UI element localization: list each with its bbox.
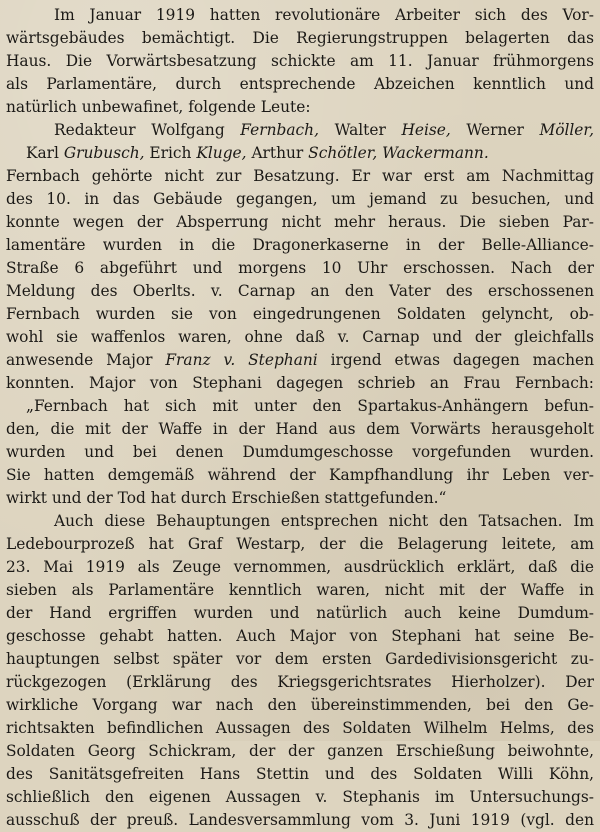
text-run: Werner <box>450 121 540 139</box>
text-run: irgend etwas dagegen machen <box>317 351 594 369</box>
text-run: konnte wegen der Absperrung nicht mehr heraus. Die sieben Par- <box>6 213 594 231</box>
italic-name: Möller, <box>539 121 594 139</box>
text-run: Meldung des Oberlts. v. Carnap an den Vater des erschossenen <box>6 282 594 300</box>
text-run: Straße 6 abgeführt und morgens 10 Uhr erschossen. Nach der <box>6 259 594 277</box>
text-run: wirkt und der Tod hat durch Erschießen stattgefunden.“ <box>6 489 447 507</box>
text-run: Redakteur Wolfgang <box>54 121 241 139</box>
text-line <box>6 510 594 533</box>
text-line <box>6 763 594 786</box>
text-line <box>6 257 594 280</box>
text-line <box>6 533 594 556</box>
text-line <box>6 694 594 717</box>
italic-name: Franz v. Stephani <box>165 351 318 369</box>
text-line <box>6 441 594 464</box>
text-run: Soldaten Georg Schickram, der der ganzen Erschießung beiwohnte, <box>6 742 594 760</box>
italic-name: Schötler, Wackermann. <box>308 144 489 162</box>
text-run: sieben als Parlamentäre kenntlich waren, nicht mit der Waffe in <box>6 581 594 599</box>
text-line <box>6 487 594 510</box>
text-run: wurden und bei denen Dumdumgeschosse vorgefunden wurden. <box>6 443 594 461</box>
text-line <box>6 4 594 27</box>
text-line <box>6 717 594 740</box>
text-run: konnten. Major von Stephani dagegen schrieb an Frau Fernbach: <box>6 374 594 392</box>
text-run: Karl <box>26 144 64 162</box>
text-run: anwesende Major <box>6 351 166 369</box>
text-run: 23. Mai 1919 als Zeuge vernommen, ausdrücklich erklärt, daß die <box>6 558 594 576</box>
text-line <box>6 579 594 602</box>
italic-name: Grubusch, <box>63 144 145 162</box>
text-line <box>6 73 594 96</box>
text-line <box>6 188 594 211</box>
text-line <box>6 142 594 165</box>
text-run: Auch diese Behauptungen entsprechen nicht den Tatsachen. Im <box>54 512 594 530</box>
text-run: den, die mit der Waffe in der Hand aus dem Vorwärts herausgeholt <box>6 420 594 438</box>
text-run: Fernbach gehörte nicht zur Besatzung. Er war erst am Nachmittag <box>6 167 594 185</box>
text-line <box>6 602 594 625</box>
text-line <box>6 418 594 441</box>
text-line <box>6 119 594 142</box>
text-run: des 10. in das Gebäude gegangen, um jemand zu besuchen, und <box>6 190 594 208</box>
text-run: als Parlamentäre, durch entsprechende Abzeichen kenntlich und <box>6 75 594 93</box>
text-body <box>6 4 594 832</box>
text-line <box>6 96 594 119</box>
text-line <box>6 326 594 349</box>
text-line <box>6 50 594 73</box>
text-line <box>6 165 594 188</box>
text-run: wohl sie waffenlos waren, ohne daß v. Carnap und der gleichfalls <box>6 328 594 346</box>
text-line <box>6 372 594 395</box>
text-run: Erich <box>144 144 197 162</box>
text-line <box>6 671 594 694</box>
text-run: Sie hatten demgemäß während der Kampfhandlung ihr Leben ver- <box>6 466 594 484</box>
text-run: wärtsgebäudes bemächtigt. Die Regierungstruppen belagerten das <box>6 29 594 47</box>
italic-name: Kluge, <box>196 144 247 162</box>
text-run: wirkliche Vorgang war nach den übereinstimmenden, bei den Ge- <box>6 696 594 714</box>
text-run: hauptungen selbst später vor dem ersten Gardedivisionsgericht zu- <box>6 650 594 668</box>
text-line <box>6 625 594 648</box>
text-run: natürlich unbewafinet, folgende Leute: <box>6 98 311 116</box>
text-line <box>6 27 594 50</box>
text-run: lamentäre wurden in die Dragonerkaserne in der Belle-Alliance- <box>6 236 594 254</box>
italic-name: Heise, <box>401 121 451 139</box>
text-line <box>6 395 594 418</box>
text-run: Im Januar 1919 hatten revolutionäre Arbeiter sich des Vor- <box>54 6 594 24</box>
text-line <box>6 234 594 257</box>
text-line <box>6 809 594 832</box>
text-line <box>6 556 594 579</box>
text-run: Walter <box>318 121 402 139</box>
text-run: der Hand ergriffen wurden und natürlich auch keine Dumdum- <box>6 604 594 622</box>
text-line <box>6 280 594 303</box>
text-run: schließlich den eigenen Aussagen v. Stephanis im Untersuchungs- <box>6 788 594 806</box>
text-run: Ledebourprozeß hat Graf Westarp, der die Belagerung leitete, am <box>6 535 594 553</box>
text-run: des Sanitätsgefreiten Hans Stettin und des Soldaten Willi Köhn, <box>6 765 594 783</box>
text-run: geschosse gehabt hatten. Auch Major von Stephani hat seine Be- <box>6 627 594 645</box>
text-line <box>6 648 594 671</box>
text-run: richtsakten befindlichen Aussagen des Soldaten Wilhelm Helms, des <box>6 719 594 737</box>
text-line <box>6 349 594 372</box>
text-line <box>6 786 594 809</box>
text-run: ausschuß der preuß. Landesversammlung vom 3. Juni 1919 (vgl. den <box>6 811 594 829</box>
text-run: rückgezogen (Erklärung des Kriegsgerichtsrates Hierholzer). Der <box>6 673 594 691</box>
text-line <box>6 464 594 487</box>
italic-name: Fernbach, <box>240 121 319 139</box>
text-line <box>6 303 594 326</box>
text-line <box>6 211 594 234</box>
text-run: Haus. Die Vorwärtsbesatzung schickte am 11. Januar frühmorgens <box>6 52 594 70</box>
text-run: „Fernbach hat sich mit unter den Spartakus-Anhängern befun- <box>26 397 594 415</box>
text-line <box>6 740 594 763</box>
text-run: Fernbach wurden sie von eingedrungenen Soldaten gelyncht, ob- <box>6 305 594 323</box>
text-run: Arthur <box>246 144 309 162</box>
